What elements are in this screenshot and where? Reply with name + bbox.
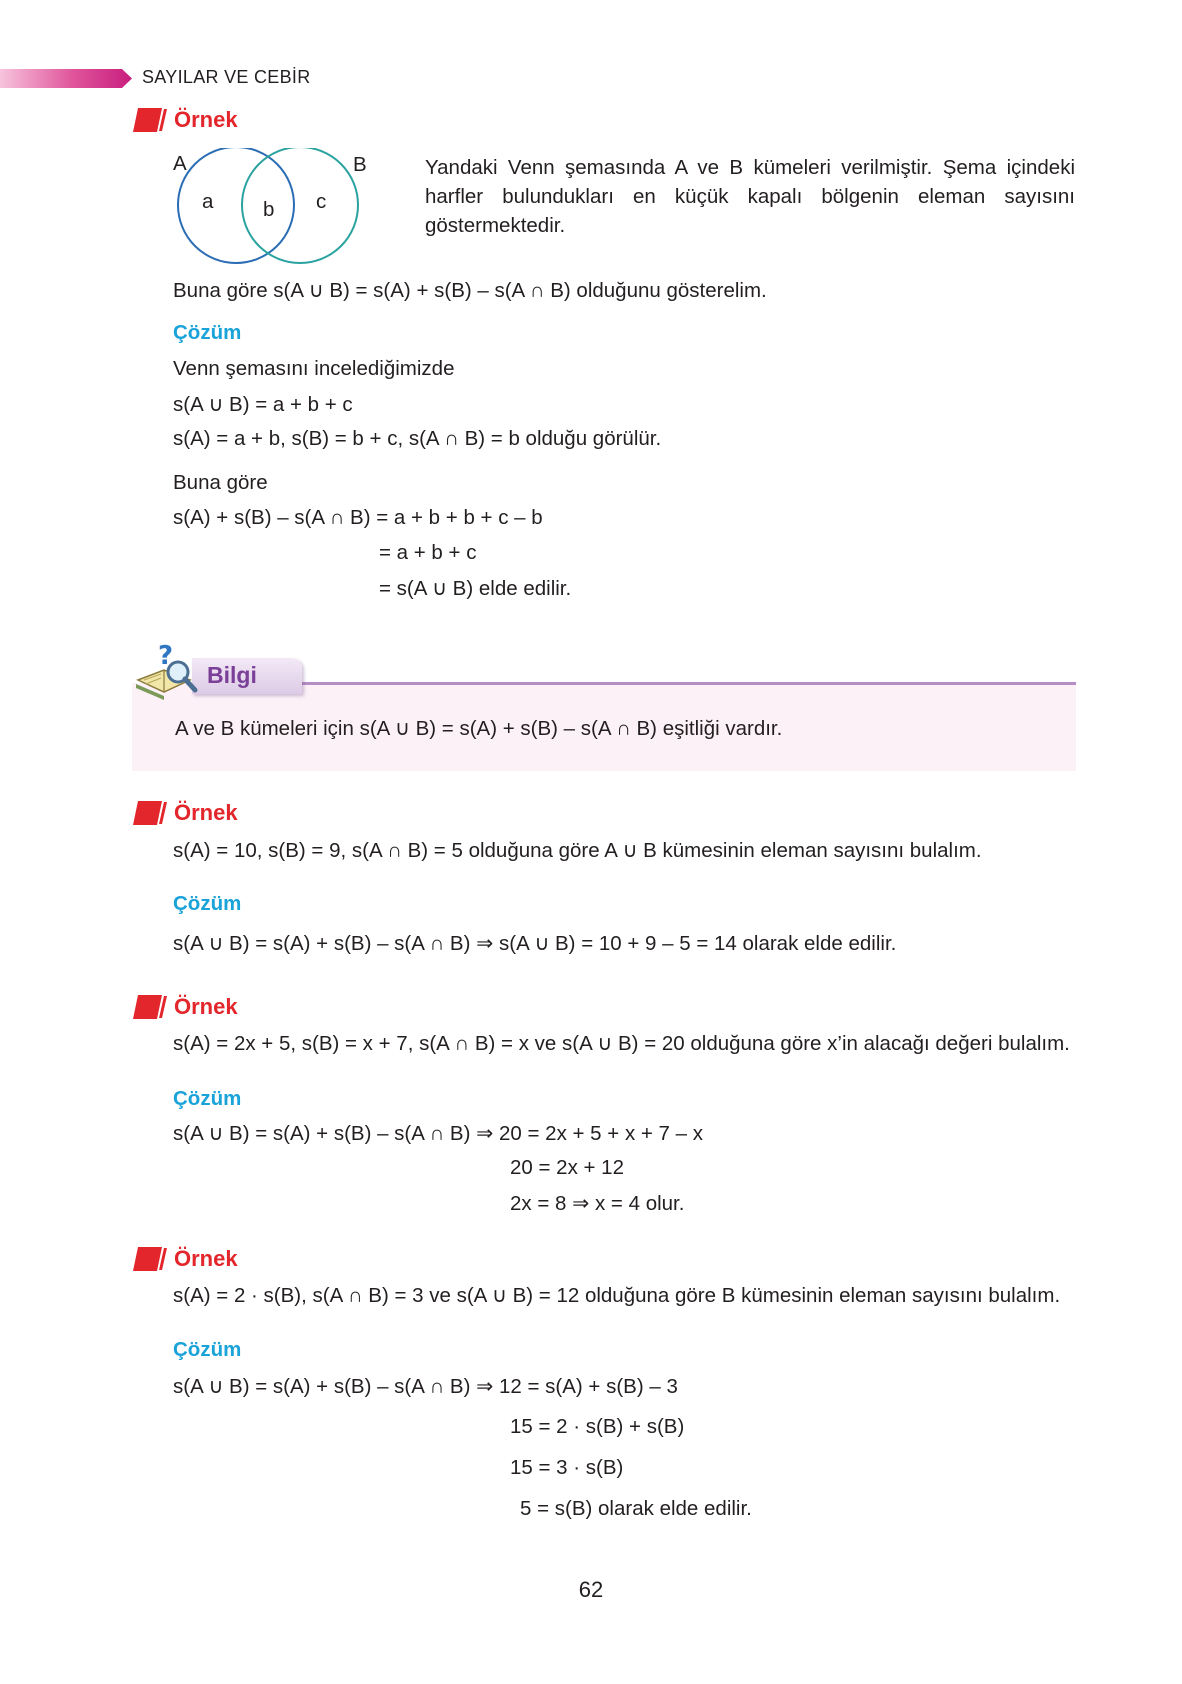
solution-line: Buna göre [173,471,268,494]
solution-line: s(A ∪ B) = s(A) + s(B) – s(A ∩ B) ⇒ 20 = 2x + 5 + x + 7 – x [173,1122,703,1145]
info-title: Bilgi [207,662,257,688]
solution-title: Çözüm [173,1338,242,1361]
example-title: Örnek [174,994,238,1019]
solution-line: = s(A ∪ B) elde edilir. [379,577,572,600]
ornek-marker-icon [132,799,172,827]
solution-line: Venn şemasını incelediğimizde [173,357,455,380]
venn-region-b: b [263,198,275,221]
venn-region-c: c [316,190,327,213]
solution-line: 15 = 3 · s(B) [510,1456,624,1479]
example4-question: s(A) = 2 · s(B), s(A ∩ B) = 3 ve s(A ∪ B) = 12 olduğuna göre B kümesinin eleman sayısını bulalım. [173,1284,1061,1307]
info-divider [300,682,1076,685]
solution-line: s(A) = a + b, s(B) = b + c, s(A ∩ B) = b olduğu görülür. [173,427,662,450]
solution-title: Çözüm [173,1087,242,1110]
solution-line: 20 = 2x + 12 [510,1156,624,1179]
ornek-marker-icon [132,1245,172,1273]
ornek-marker-icon [132,993,172,1021]
section-title: SAYILAR VE CEBİR [142,67,311,87]
venn-circle-b [242,148,358,263]
solution-title: Çözüm [173,892,242,915]
example2-question: s(A) = 10, s(B) = 9, s(A ∩ B) = 5 olduğuna göre A ∪ B kümesinin eleman sayısını bulalım. [173,839,982,862]
example-title: Örnek [174,1246,238,1271]
page-number: 62 [578,1577,604,1602]
solution-line: s(A ∪ B) = a + b + c [173,393,353,416]
venn-label-a: A [173,152,187,175]
svg-text:?: ? [158,641,174,671]
solution-line: = a + b + c [379,541,477,564]
info-text: A ve B kümeleri için s(A ∪ B) = s(A) + s(B) – s(A ∩ B) eşitliği vardır. [175,717,783,740]
header-bar [0,69,132,88]
solution-line: s(A ∪ B) = s(A) + s(B) – s(A ∩ B) ⇒ 12 = s(A) + s(B) – 3 [173,1375,678,1398]
solution-line: 5 = s(B) olarak elde edilir. [520,1497,752,1520]
solution-line: 2x = 8 ⇒ x = 4 olur. [510,1192,685,1215]
solution-line: s(A ∪ B) = s(A) + s(B) – s(A ∩ B) ⇒ s(A ∪ B) = 10 + 9 – 5 = 14 olarak elde edilir. [173,932,897,955]
example1-question: Buna göre s(A ∪ B) = s(A) + s(B) – s(A ∩ B) olduğunu gösterelim. [173,279,767,302]
example1-text: Yandaki Venn şemasında A ve B kümeleri verilmiştir. Şema içindeki harfler bulundukları en küçük kapalı bölgenin eleman sayısını göstermektedir. [425,156,1075,237]
solution-line: 15 = 2 · s(B) + s(B) [510,1415,685,1438]
venn-label-b: B [353,153,367,176]
example-title: Örnek [174,107,238,132]
venn-circle-a [178,148,294,263]
venn-region-a: a [202,190,214,213]
solution-line: s(A) + s(B) – s(A ∩ B) = a + b + b + c – b [173,506,543,529]
ornek-marker-icon [132,106,172,134]
solution-title: Çözüm [173,321,242,344]
example-title: Örnek [174,800,238,825]
info-book-magnifier-icon [134,640,200,702]
example3-question: s(A) = 2x + 5, s(B) = x + 7, s(A ∩ B) = x ve s(A ∪ B) = 20 olduğuna göre x’in alacağı değeri bulalım. [173,1032,1070,1055]
